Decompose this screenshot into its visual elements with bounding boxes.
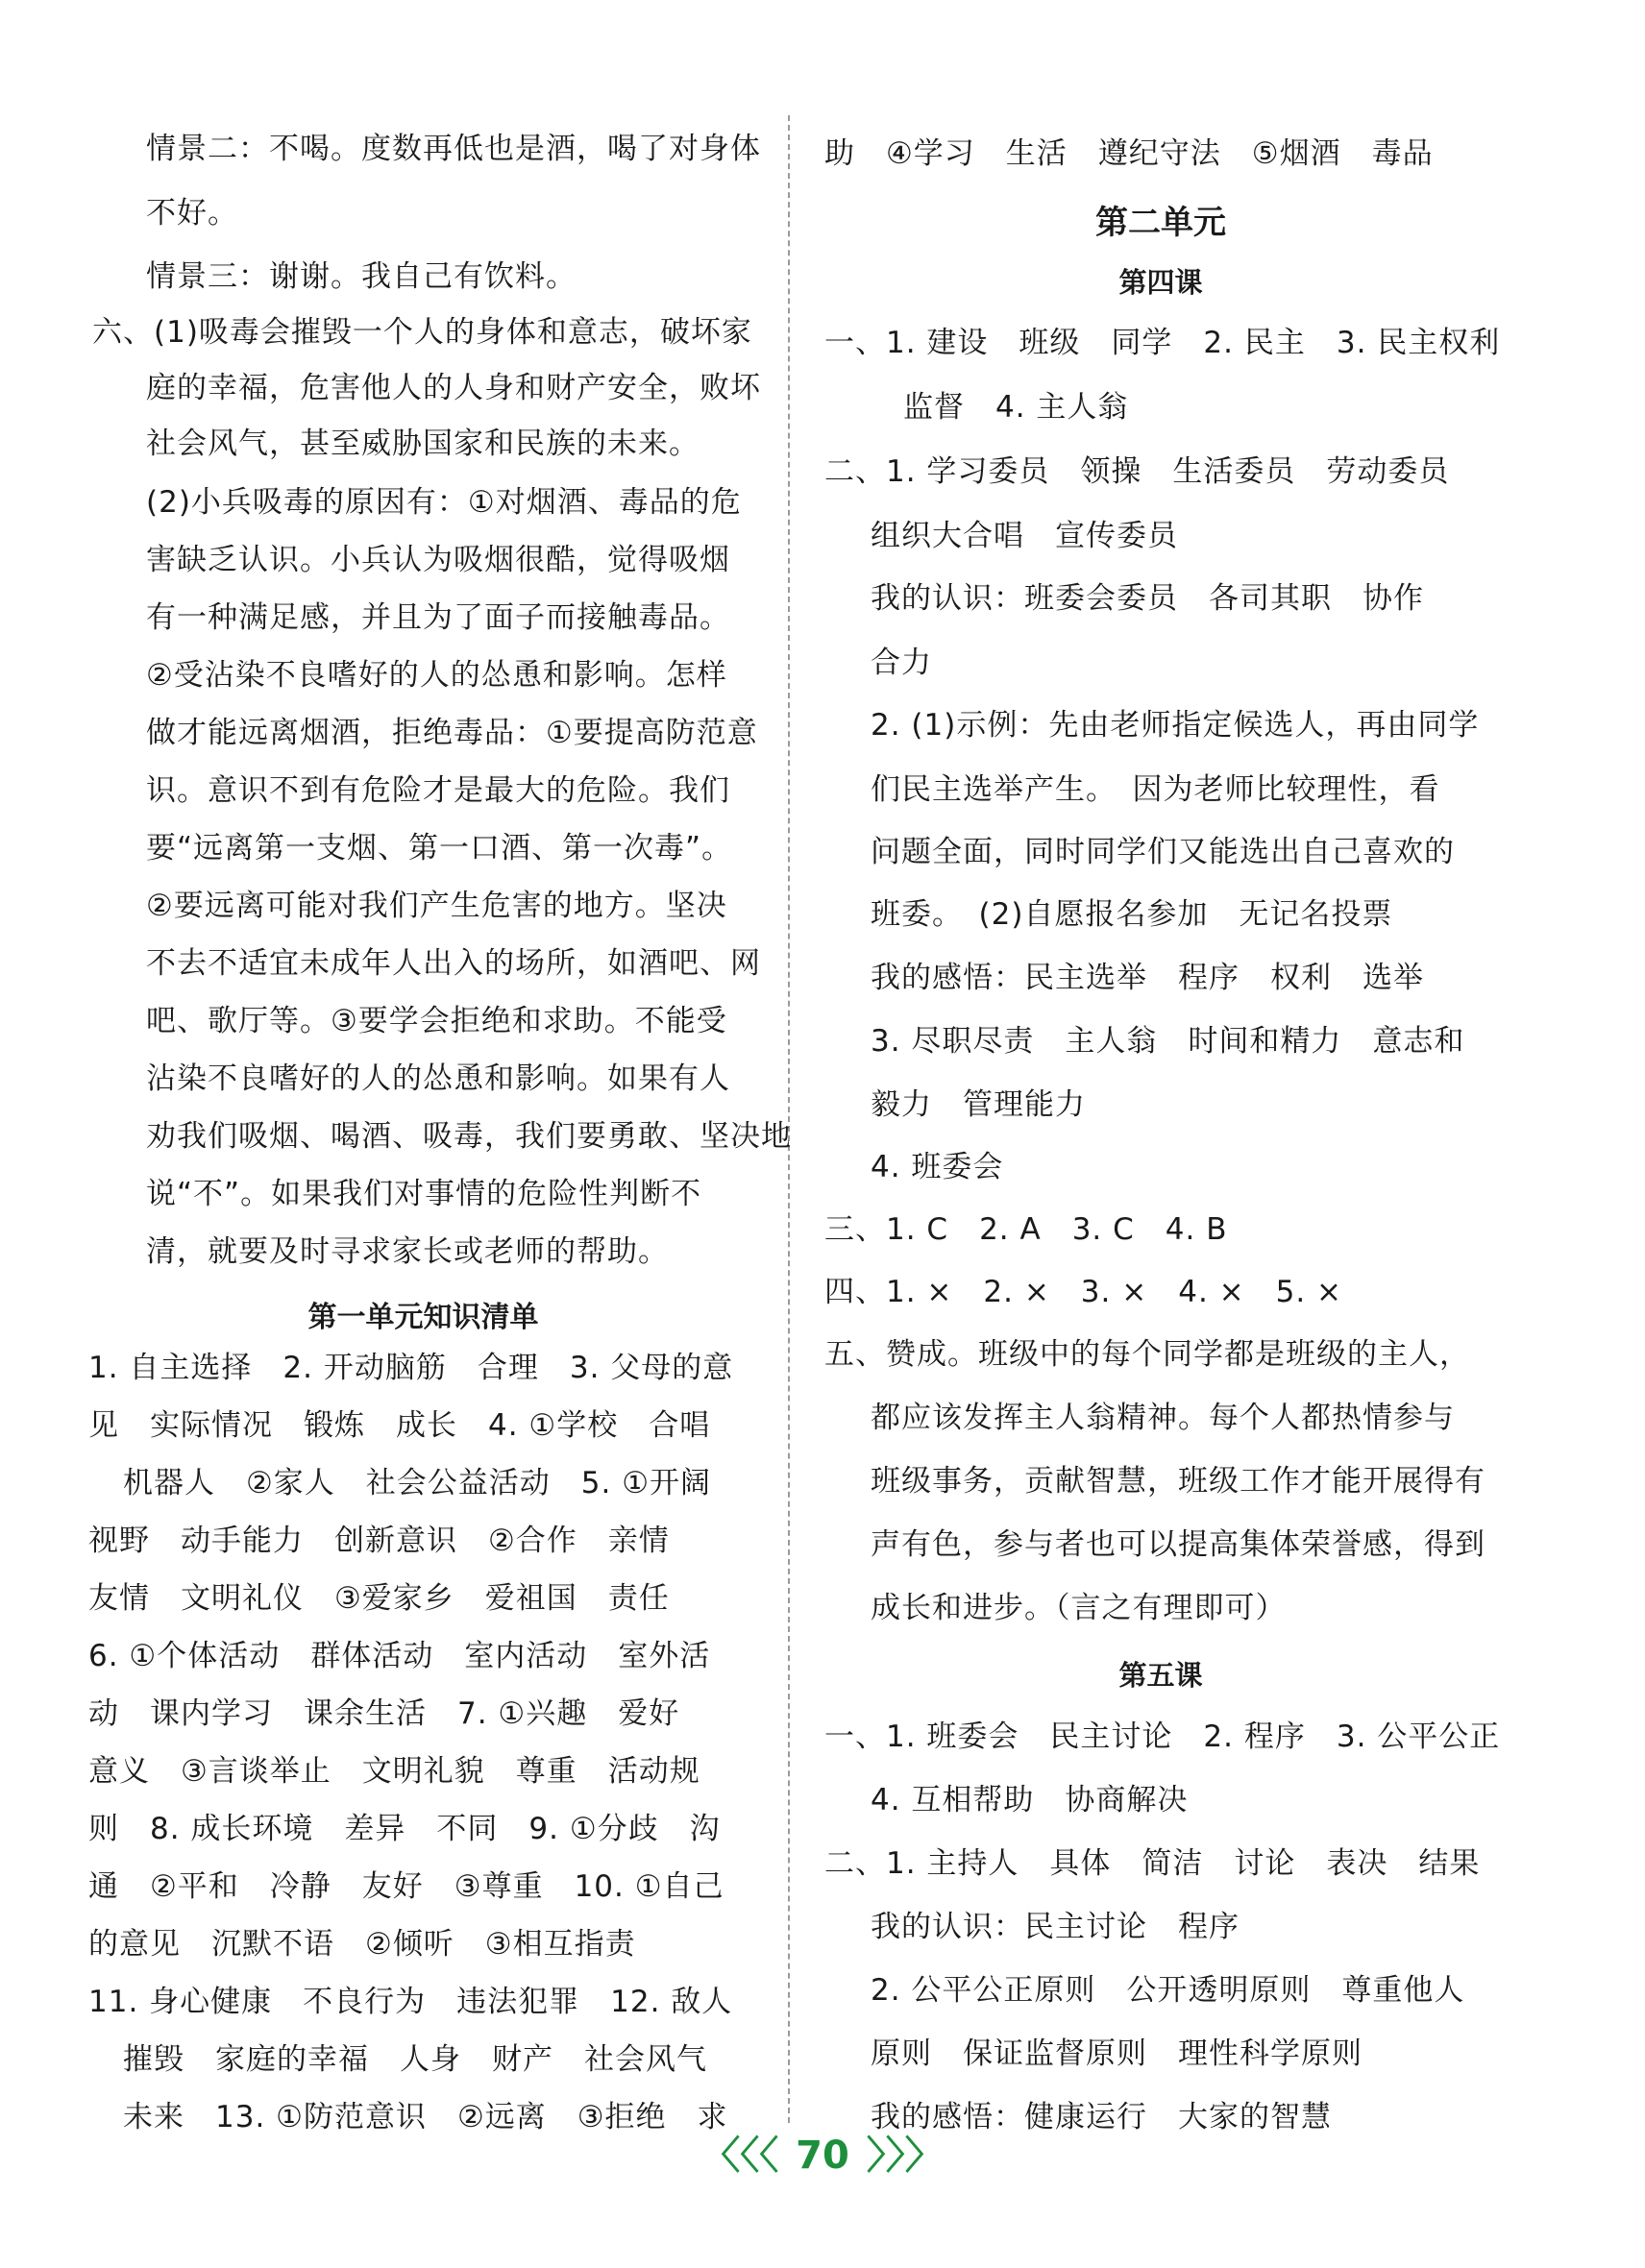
text-line: 友情 文明礼仪 ③爱家乡 爱祖国 责任 <box>88 1581 670 1616</box>
text-line: 组织大合唱 宣传委员 <box>871 519 1178 553</box>
text-line: 庭的幸福，危害他人的人身和财产安全，败坏 <box>146 371 761 405</box>
text-line: 社会风气，甚至威胁国家和民族的未来。 <box>146 427 700 461</box>
text-line: 吧、歌厅等。③要学会拒绝和求助。不能受 <box>146 1004 727 1038</box>
chevrons-right-icon: 〉〉〉 <box>866 2134 944 2178</box>
text-line: 摧毁 家庭的幸福 人身 财产 社会风气 <box>123 2042 707 2077</box>
text-line: 机器人 ②家人 社会公益活动 5. ①开阔 <box>123 1466 712 1500</box>
text-line: 11. 身心健康 不良行为 违法犯罪 12. 敌人 <box>88 1985 733 2019</box>
text-line: 五、赞成。班级中的每个同学都是班级的主人， <box>824 1337 1470 1372</box>
text-line: 我的感悟：民主选举 程序 权利 选举 <box>871 961 1424 995</box>
page-number <box>0 2125 1645 2180</box>
text-line: 2. (1)示例：先由老师指定候选人，再由同学 <box>871 708 1480 743</box>
text-line: 说“不”。如果我们对事情的危险性判断不 <box>146 1177 702 1211</box>
text-line: 我的认识：民主讨论 程序 <box>871 1910 1240 1944</box>
unit-title: 第二单元 <box>1095 204 1226 242</box>
text-line: 劝我们吸烟、喝酒、吸毒，我们要勇敢、坚决地 <box>146 1119 792 1154</box>
text-line: 清，就要及时寻求家长或老师的帮助。 <box>146 1234 669 1269</box>
text-line: 意义 ③言谈举止 文明礼貌 尊重 活动规 <box>88 1754 700 1789</box>
text-line: 班委。 (2)自愿报名参加 无记名投票 <box>871 897 1393 932</box>
text-line: 害缺乏认识。小兵认为吸烟很酷，觉得吸烟 <box>146 543 730 577</box>
text-line: 声有色，参与者也可以提高集体荣誉感，得到 <box>871 1527 1485 1562</box>
text-line: ②受沾染不良嗜好的人的怂恿和影响。怎样 <box>146 658 727 693</box>
text-line: 2. 公平公正原则 公开透明原则 尊重他人 <box>871 1973 1465 2008</box>
text-line: 班级事务，贡献智慧，班级工作才能开展得有 <box>871 1464 1485 1499</box>
text-line: 三、1. C 2. A 3. C 4. B <box>824 1212 1228 1247</box>
text-line: 1. 自主选择 2. 开动脑筋 合理 3. 父母的意 <box>88 1351 734 1385</box>
text-line: 见 实际情况 锻炼 成长 4. ①学校 合唱 <box>88 1408 711 1443</box>
text-line: 我的认识：班委会委员 各司其职 协作 <box>871 581 1424 616</box>
text-line: 4. 班委会 <box>871 1150 1004 1184</box>
text-line: (2)小兵吸毒的原因有：①对烟酒、毒品的危 <box>146 485 742 520</box>
text-line: 情景三：谢谢。我自己有饮料。 <box>146 259 577 294</box>
chevrons-left-icon: 〈〈〈 <box>701 2134 779 2178</box>
text-line: 一、1. 班委会 民主讨论 2. 程序 3. 公平公正 <box>824 1719 1501 1754</box>
text-line: 的意见 沉默不语 ②倾听 ③相互指责 <box>88 1927 636 1962</box>
text-line: 不好。 <box>146 196 238 231</box>
text-line: 不去不适宜未成年人出入的场所，如酒吧、网 <box>146 946 761 981</box>
text-line: 则 8. 成长环境 差异 不同 9. ①分歧 沟 <box>88 1812 721 1846</box>
text-line: 四、1. × 2. × 3. × 4. × 5. × <box>824 1275 1343 1309</box>
text-line: 原则 保证监督原则 理性科学原则 <box>871 2036 1363 2071</box>
text-line: 识。意识不到有危险才是最大的危险。我们 <box>146 773 730 808</box>
section-title-knowledge-list: 第一单元知识清单 <box>307 1301 539 1334</box>
text-line: ②要远离可能对我们产生危害的地方。坚决 <box>146 889 727 923</box>
text-line: 们民主选举产生。 因为老师比较理性，看 <box>871 772 1440 807</box>
lesson-title-4: 第四课 <box>1118 266 1203 299</box>
text-line: 合力 <box>871 646 932 680</box>
page-number-value: 70 <box>796 2134 849 2178</box>
text-line: 都应该发挥主人翁精神。每个人都热情参与 <box>871 1401 1455 1435</box>
text-line: 二、1. 主持人 具体 简洁 讨论 表决 结果 <box>824 1846 1481 1881</box>
text-line: 助 ④学习 生活 遵纪守法 ⑤烟酒 毒品 <box>824 136 1434 171</box>
text-line: 二、1. 学习委员 领操 生活委员 劳动委员 <box>824 454 1450 489</box>
text-line: 未来 13. ①防范意识 ②远离 ③拒绝 求 <box>123 2100 728 2134</box>
text-line: 做才能远离烟酒，拒绝毒品：①要提高防范意 <box>146 716 758 750</box>
lesson-title-5: 第五课 <box>1118 1659 1203 1692</box>
text-line: 沾染不良嗜好的人的怂恿和影响。如果有人 <box>146 1061 730 1096</box>
text-line: 有一种满足感，并且为了面子而接触毒品。 <box>146 600 730 635</box>
text-line: 问题全面，同时同学们又能选出自己喜欢的 <box>871 835 1455 869</box>
text-line: 一、1. 建设 班级 同学 2. 民主 3. 民主权利 <box>824 326 1501 360</box>
text-line: 成长和进步。（言之有理即可） <box>871 1591 1287 1625</box>
text-line: 通 ②平和 冷静 友好 ③尊重 10. ①自己 <box>88 1869 724 1904</box>
text-line: 要“远离第一支烟、第一口酒、第一次毒”。 <box>146 831 733 866</box>
text-line: 动 课内学习 课余生活 7. ①兴趣 爱好 <box>88 1696 680 1731</box>
text-line: 6. ①个体活动 群体活动 室内活动 室外活 <box>88 1639 711 1673</box>
text-line: 情景二：不喝。度数再低也是酒，喝了对身体 <box>146 132 761 166</box>
text-line: 毅力 管理能力 <box>871 1087 1086 1122</box>
text-line: 视野 动手能力 创新意识 ②合作 亲情 <box>88 1524 670 1558</box>
text-line: 监督 4. 主人翁 <box>903 390 1129 425</box>
text-line: 我的感悟：健康运行 大家的智慧 <box>871 2100 1332 2134</box>
text-line: 六、(1)吸毒会摧毁一个人的身体和意志，破坏家 <box>92 315 752 350</box>
text-line: 4. 互相帮助 协商解决 <box>871 1783 1189 1817</box>
text-line: 3. 尽职尽责 主人翁 时间和精力 意志和 <box>871 1024 1465 1059</box>
